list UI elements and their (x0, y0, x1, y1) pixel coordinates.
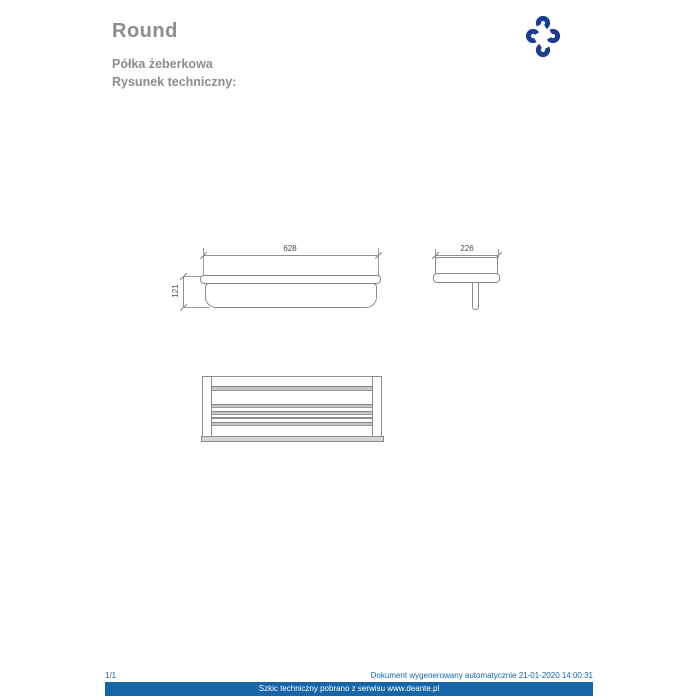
front-view-top-bar (200, 275, 381, 284)
top-view-slat (212, 411, 372, 415)
dim-line-width (203, 255, 379, 256)
top-view-back-edge (212, 376, 372, 377)
technical-drawing-label: Rysunek techniczny: (112, 75, 237, 89)
dim-label-depth: 226 (460, 244, 474, 253)
side-view-shelf-body (435, 257, 498, 274)
front-view-rail (205, 283, 377, 308)
side-view-front-bar (433, 273, 500, 283)
top-view-slat (212, 417, 372, 419)
footer-banner: Szkic techniczny pobrano z serwisu www.deante.pl (105, 682, 593, 696)
top-view-left-bracket (202, 376, 212, 438)
page-number: 1/1 (105, 671, 117, 680)
top-view-slat (212, 386, 372, 391)
dim-label-width: 628 (283, 244, 297, 253)
side-view-wall-bracket (472, 281, 479, 310)
dim-label-height: 121 (171, 284, 180, 298)
dim-line-depth (435, 255, 499, 256)
top-view-right-bracket (372, 376, 382, 438)
product-type-label: Półka żeberkowa (112, 57, 213, 71)
top-view-slat (212, 404, 372, 408)
extension-line (378, 248, 379, 276)
dim-line-height (183, 276, 184, 308)
generated-timestamp: Dokument wygenerowany automatycznie 21-01-2020 14:00:31 (370, 671, 593, 680)
extension-line (203, 248, 204, 276)
top-view-front-bar (201, 436, 384, 442)
page-title: Round (112, 20, 178, 42)
top-view-slat (212, 422, 372, 426)
extension-line (498, 249, 499, 258)
extension-line (183, 307, 209, 308)
